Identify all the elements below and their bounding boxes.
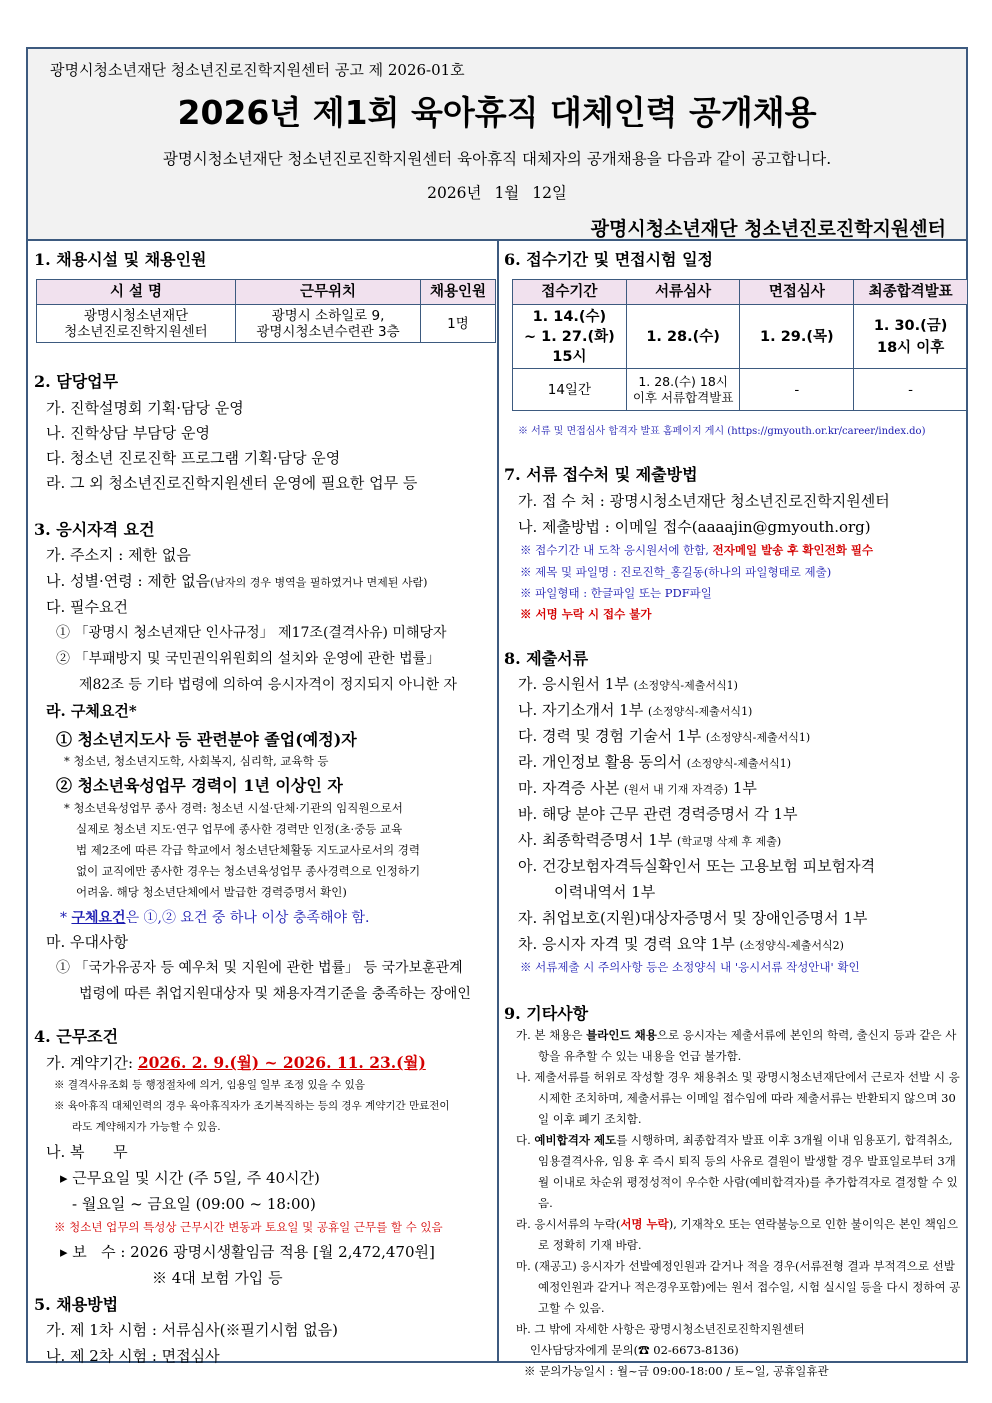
required-item-2-cont: 제82조 등 기타 법령에 의하여 응시자격이 정지되지 아니한 자	[79, 677, 457, 693]
column-divider	[497, 239, 499, 1361]
specific-item-2-note: 없이 교직에만 종사한 경우는 청소년육성업무 종사경력으로 인정하기	[76, 864, 421, 878]
ga-bold: 블라인드 채용	[586, 1028, 657, 1042]
doc-label: 차. 응시자 자격 및 경력 요약 1부	[518, 935, 740, 953]
notice-number: 광명시청소년재단 청소년진로진학지원센터 공고 제 2026-01호	[50, 61, 465, 79]
facility-name-line1: 광명시청소년재단	[83, 307, 189, 324]
apply-start: 1. 14.(수)	[532, 308, 607, 325]
document-item	[518, 933, 844, 954]
interview-extra-cell: -	[740, 369, 854, 411]
other-items	[516, 1025, 964, 1382]
doc-label: 가. 응시원서 1부	[518, 675, 634, 693]
final-time: 18시 이후	[876, 339, 945, 356]
duty-item: 라. 그 외 청소년진로진학지원센터 운영에 필요한 업무 등	[46, 474, 418, 492]
section-4-title: 4. 근무조건	[34, 1027, 119, 1046]
final-date: 1. 30.(금)	[873, 317, 948, 334]
final-announce-cell	[854, 305, 968, 369]
work-hours-note: ※ 청소년 업무의 특성상 근무시간 변동과 토요일 및 공휴일 근무를 할 수 있음	[54, 1220, 443, 1234]
section-3-title: 3. 응시자격 요건	[34, 520, 155, 539]
gender-age-text: 나. 성별·연령 : 제한 없음	[46, 572, 211, 590]
contract-period	[46, 1051, 426, 1073]
other-item-false-docs: 나. 제출서류를 허위로 작성할 경우 채용취소 및 광명시청소년재단에서 근로자 선발 시 응시제한 조치하며, 제출서류는 이메일 접수임에 따라 제출서류는 반환되지 않으며 30일 이후 폐기 조치함.	[516, 1070, 960, 1126]
doc-note: (소정양식-제출서식1)	[633, 679, 738, 692]
page-title: 2026년 제1회 육아휴직 대체인력 공개채용	[177, 93, 817, 132]
notice-header	[28, 49, 966, 241]
facility-name-line2: 청소년진로진학지원센터	[64, 323, 208, 340]
doc-tail: 1부	[728, 779, 757, 797]
submission-note-3: ※ 파일형태 : 한글파일 또는 PDF파일	[520, 586, 712, 600]
ra-post: ), 기재착오 또는 연락불능으로 인한 불이익은 본인 책임으로 정확히 기재 바람.	[538, 1217, 959, 1252]
contract-note: ※ 육아휴직 대체인력의 경우 육아휴직자가 조기복직하는 등의 경우 계약기간 만료전이	[54, 1100, 450, 1112]
doc-label: 마. 자격증 사본	[518, 779, 625, 797]
table-header-location: 근무위치	[236, 280, 421, 305]
doc-result-line2: 이후 서류합격발표	[632, 389, 734, 405]
duty-item: 나. 진학상담 부담당 운영	[46, 424, 210, 442]
schedule-table	[512, 279, 968, 411]
work-hours: ▸ 근무요일 및 시간 (주 5일, 주 40시간)	[60, 1169, 320, 1187]
duty-item: 가. 진학설명회 기획·담당 운영	[46, 399, 244, 417]
da-pre: 다.	[516, 1133, 535, 1147]
document-item: 아. 건강보험자격득실확인서 또는 고용보험 피보험자격	[518, 857, 876, 875]
preference-item-1-cont: 법령에 따른 취업지원대상자 및 채용자격기준을 충족하는 장애인	[79, 986, 471, 1002]
work-days: - 월요일 ~ 금요일 (09:00 ~ 18:00)	[72, 1195, 316, 1213]
doc-label: 나. 자기소개서 1부	[518, 701, 649, 719]
doc-note: (원서 내 기재 자격증)	[624, 783, 729, 796]
doc-note: (소정양식-제출서식2)	[739, 939, 844, 952]
apply-duration-cell: 14일간	[513, 369, 627, 411]
specific-requirements-heading: 라. 구체요건*	[46, 702, 137, 720]
note1-text: ※ 접수기간 내 도착 응시원서에 한함,	[520, 543, 713, 557]
table-row	[513, 305, 968, 369]
doc-result-cell	[626, 369, 740, 411]
ga-pre: 가. 본 채용은	[516, 1028, 587, 1042]
table-header-count: 채용인원	[421, 280, 496, 305]
submission-place: 가. 접 수 처 : 광명시청소년재단 청소년진로진학지원센터	[518, 492, 890, 510]
section-2-title: 2. 담당업무	[34, 372, 119, 391]
other-item-omission	[516, 1214, 964, 1256]
table-header-facility: 시 설 명	[37, 280, 236, 305]
facility-cell	[37, 305, 236, 343]
notice-date: 2026년 1월 12일	[427, 184, 567, 202]
contact-hours: ※ 문의가능일시 : 월~금 09:00-18:00 / 토~일, 공휴일휴관	[524, 1364, 829, 1378]
document-item	[518, 829, 781, 850]
rule-keyword: 구체요건	[71, 910, 126, 926]
submission-method: 나. 제출방법 : 이메일 접수(aaaajin@gmyouth.org)	[518, 518, 871, 536]
interview-cell: 1. 29.(목)	[740, 305, 854, 369]
document-item-cont: 이력내역서 1부	[554, 883, 656, 901]
doc-note: (학교명 삭제 후 제출)	[677, 835, 782, 848]
submission-note-2: ※ 제목 및 파일명 : 진로진학_홍길동(하나의 파일형태로 제출)	[520, 565, 832, 579]
duty-item: 다. 청소년 진로진학 프로그램 기획·담당 운영	[46, 449, 341, 467]
other-item-blind	[516, 1025, 964, 1067]
document-item	[518, 777, 757, 798]
section-9-title: 9. 기타사항	[504, 1004, 589, 1023]
rule-text: 은 ①,② 요건 중 하나 이상 충족해야 함.	[125, 910, 370, 926]
doc-note: (소정양식-제출서식1)	[686, 757, 792, 770]
contact-phone: 인사담당자에게 문의(☎ 02-6673-8136)	[530, 1343, 739, 1357]
specific-requirements-rule	[60, 907, 369, 927]
other-item-reserve	[516, 1130, 964, 1214]
issuing-organization: 광명시청소년재단 청소년진로진학지원센터	[590, 218, 946, 240]
location-line2: 광명시청소년수련관 3층	[256, 323, 400, 340]
da-post: 를 시행하며, 최종합격자 발표 이후 3개월 이내 임용포기, 합격취소, 임용결격사유, 임용 후 즉시 퇴직 등의 사유로 결원이 발생할 경우 발표일로부터 3개월 이내로 차순위 평정성적이 우수한 사람(예비합격자)를 추가합격자로 결정할 수 있음.	[538, 1133, 958, 1210]
table-header-apply: 접수기간	[513, 280, 627, 305]
doc-review-cell: 1. 28.(수)	[626, 305, 740, 369]
submission-note-4: ※ 서명 누락 시 접수 불가	[520, 607, 652, 621]
contract-dates: 2026. 2. 9.(월) ~ 2026. 11. 23.(월)	[137, 1053, 426, 1072]
selection-step-1: 가. 제 1차 시험 : 서류심사(※필기시험 없음)	[46, 1321, 339, 1339]
contract-note: ※ 결격사유조회 등 행정절차에 의거, 임용일 일부 조정 있을 수 있음	[54, 1079, 365, 1091]
document-item: 자. 취업보호(지원)대상자증명서 및 장애인증명서 1부	[518, 909, 868, 927]
specific-item-2-note: 어려움. 해당 청소년단체에서 발급한 경력증명서 확인)	[76, 885, 347, 899]
preference-heading: 마. 우대사항	[46, 933, 128, 951]
section-6-title: 6. 접수기간 및 면접시험 일정	[504, 250, 714, 269]
rule-prefix: *	[60, 910, 72, 926]
contract-note: 라도 계약해지가 가능할 수 있음.	[72, 1121, 221, 1133]
document-item	[518, 673, 738, 694]
announcement-note: ※ 서류 및 면접심사 합격자 발표 홈페이지 게시 (https://gmyouth.or.kr/career/index.do)	[518, 426, 926, 437]
table-header-interview: 면접심사	[740, 280, 854, 305]
doc-result-line1: 1. 28.(수) 18시	[638, 373, 728, 389]
qualification-gender-age	[46, 570, 427, 591]
count-cell: 1명	[421, 305, 496, 343]
section-5-title: 5. 채용방법	[34, 1295, 119, 1314]
da-bold: 예비합격자 제도	[534, 1133, 617, 1147]
document-item	[518, 699, 752, 720]
document-item: 바. 해당 분야 근무 관련 경력증명서 각 1부	[518, 805, 798, 823]
pay: ▸ 보 수 : 2026 광명시생활임금 적용 [월 2,472,470원]	[60, 1243, 435, 1261]
required-item-2: ② 「부패방지 및 국민권익위원회의 설치와 운영에 관한 법률」	[56, 651, 441, 667]
gender-age-note: (남자의 경우 병역을 필하였거나 면제된 사람)	[210, 576, 428, 589]
section-1-title: 1. 채용시설 및 채용인원	[34, 250, 207, 269]
notice-subtitle: 광명시청소년재단 청소년진로진학지원센터 육아휴직 대체자의 공개채용을 다음과 같이 공고합니다.	[162, 150, 832, 168]
section-8-title: 8. 제출서류	[504, 649, 589, 668]
insurance-note: ※ 4대 보험 가입 등	[152, 1269, 283, 1287]
documents-note: ※ 서류제출 시 주의사항 등은 소정양식 내 '응시서류 작성안내' 확인	[520, 960, 860, 974]
contract-label: 가. 계약기간:	[46, 1054, 138, 1072]
document-item	[518, 751, 791, 772]
note1-emphasis: 전자메일 발송 후 확인전화 필수	[712, 543, 874, 557]
required-item-1: ① 「광명시 청소년재단 인사규정」 제17조(결격사유) 미해당자	[56, 625, 447, 641]
qualification-required-heading: 다. 필수요건	[46, 598, 128, 616]
specific-item-2-note: 법 제2조에 따른 각급 학교에서 청소년단체활동 지도교사로서의 경력	[76, 843, 420, 857]
selection-step-2: 나. 제 2차 시험 : 면접심사	[46, 1347, 220, 1365]
specific-item-2-note: * 청소년육성업무 종사 경력: 청소년 시설·단체·기관의 임직원으로서	[64, 801, 403, 815]
document-item	[518, 725, 810, 746]
other-item-contact: 바. 그 밖에 자세한 사항은 광명시청소년진로진학지원센터	[516, 1322, 805, 1336]
submission-note-1	[520, 542, 873, 558]
specific-item-1: ① 청소년지도사 등 관련분야 졸업(예정)자	[56, 730, 357, 749]
doc-note: (소정양식-제출서식1)	[705, 731, 811, 744]
notice-document	[26, 47, 968, 1378]
doc-label: 라. 개인정보 활용 동의서	[518, 753, 687, 771]
doc-label: 다. 경력 및 경험 기술서 1부	[518, 727, 706, 745]
table-header-final: 최종합격발표	[854, 280, 968, 305]
table-row	[513, 369, 968, 411]
doc-note: (소정양식-제출서식1)	[648, 705, 753, 718]
preference-item-1: ① 「국가유공자 등 예우처 및 지원에 관한 법률」 등 국가보훈관계	[56, 960, 463, 976]
final-extra-cell: -	[854, 369, 968, 411]
specific-item-2-note: 실제로 청소년 지도·연구 업무에 종사한 경력만 인정(초·중등 교육	[76, 822, 403, 836]
apply-period-cell	[513, 305, 627, 369]
qualification-address: 가. 주소지 : 제한 없음	[46, 546, 191, 564]
location-cell	[236, 305, 421, 343]
specific-item-2: ② 청소년육성업무 경력이 1년 이상인 자	[56, 776, 343, 795]
section-7-title: 7. 서류 접수처 및 제출방법	[504, 465, 698, 484]
table-row	[37, 305, 496, 343]
ra-pre: 라. 응시서류의 누락(	[516, 1217, 621, 1231]
apply-end-time: 15시	[552, 348, 587, 365]
other-item-reannounce: 마. (재공고) 응시자가 선발예정인원과 같거나 적을 경우(서류전형 결과 부적격으로 선발예정인원과 같거나 적은경우포함)에는 원서 접수일, 시험 실시일 등을 다시 정하여 공고할 수 있음.	[516, 1259, 961, 1315]
doc-label: 사. 최종학력증명서 1부	[518, 831, 678, 849]
table-header-docs: 서류심사	[626, 280, 740, 305]
benefits-heading: 나. 복 무	[46, 1143, 128, 1161]
location-line1: 광명시 소하일로 9,	[271, 307, 385, 324]
specific-item-1-note: * 청소년, 청소년지도학, 사회복지, 심리학, 교육학 등	[64, 754, 329, 768]
facility-table	[36, 279, 496, 343]
ga-post: 으로 응시자는 제출서류에 본인의 학력, 출신지 등과 같은 사항을 유추할 수 있는 내용을 언급 불가함.	[538, 1028, 957, 1063]
apply-end: ~ 1. 27.(화)	[523, 328, 615, 345]
ra-red: 서명 누락	[620, 1217, 669, 1231]
